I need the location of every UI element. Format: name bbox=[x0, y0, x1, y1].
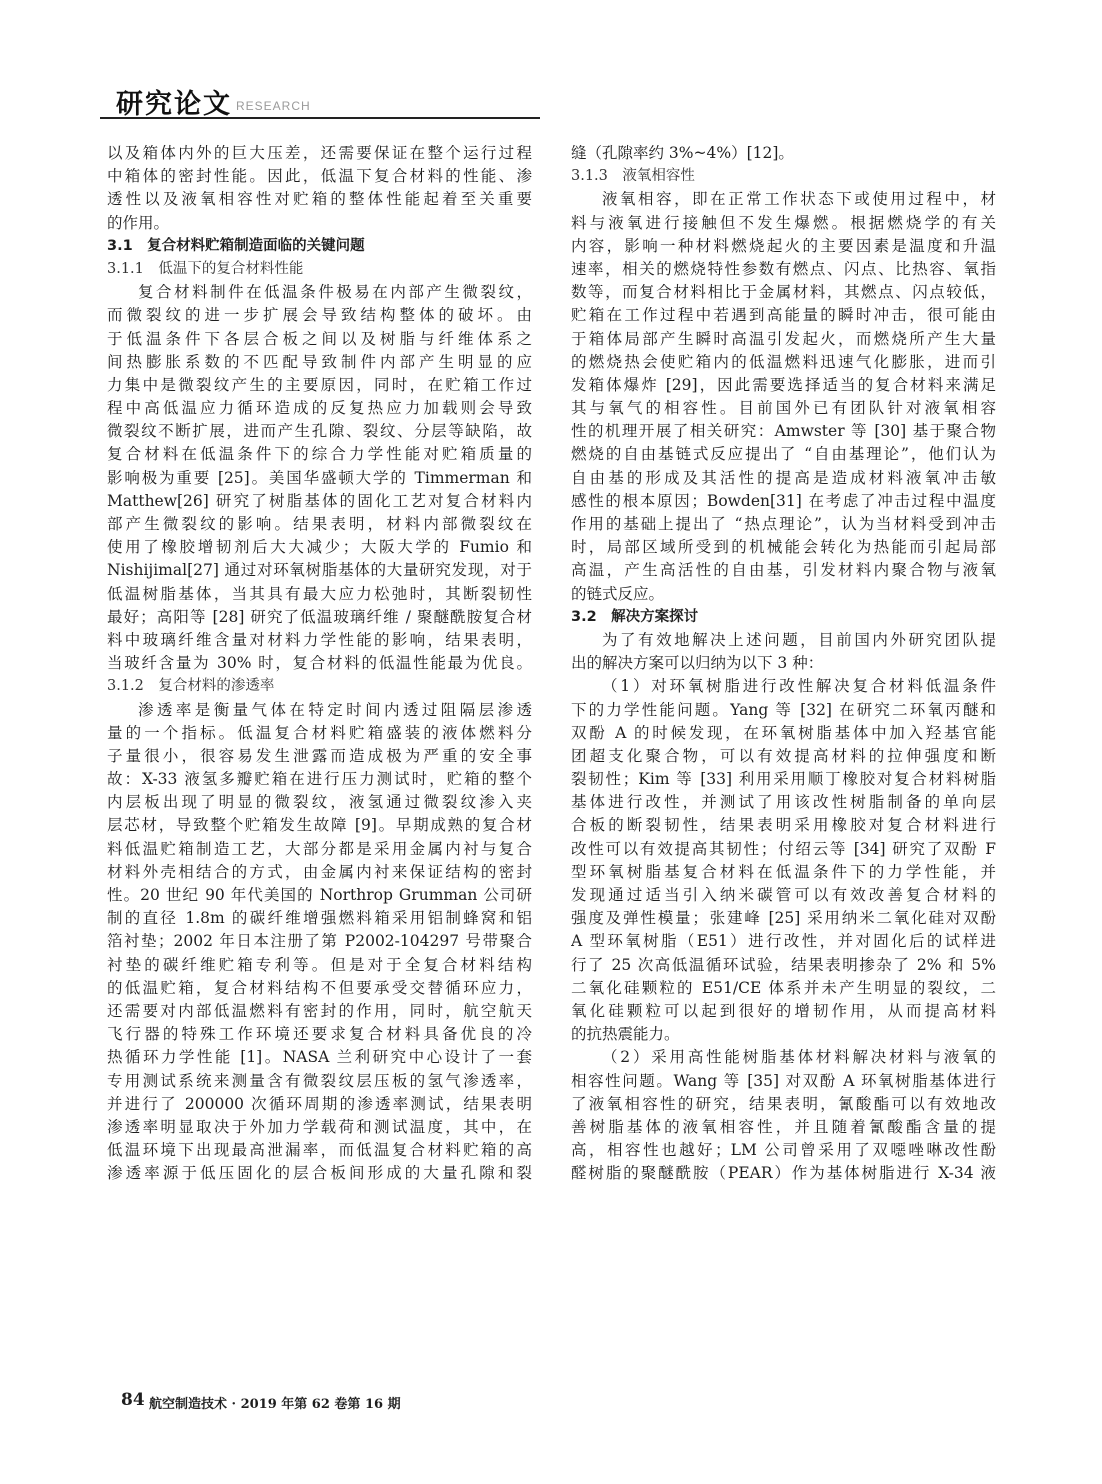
text-line: 程中高低温应力循环造成的反复热应力加载则会导致 bbox=[107, 399, 532, 418]
text-line: 微裂纹不断扩展，进而产生孔隙、裂纹、分层等缺陷，故 bbox=[107, 422, 532, 441]
text-line: 性。20 世纪 90 年代美国的 Northrop Grumman 公司研 bbox=[107, 886, 532, 904]
text-line: 贮箱在工作过程中若遇到高能量的瞬时冲击，很可能由 bbox=[571, 306, 996, 325]
text-line: 的燃烧热会使贮箱内的低温燃料迅速气化膨胀，进而引 bbox=[571, 352, 996, 371]
text-line: 力集中是微裂纹产生的主要原因，同时，在贮箱工作过 bbox=[107, 375, 532, 394]
text-line: 发箱体爆炸 [29]，因此需要选择适当的复合材料来满足 bbox=[571, 375, 996, 394]
text-line: 箔衬垫；2002 年日本注册了第 P2002-104297 号带聚合 bbox=[107, 932, 532, 951]
text-line: Matthew[26] 研究了树脂基体的固化工艺对复合材料内 bbox=[107, 491, 532, 510]
right-column bbox=[571, 142, 996, 1185]
section-heading: 3.2 解决方案探讨 bbox=[571, 608, 699, 625]
text-line: 的低温贮箱，复合材料结构不但要承受交替循环应力， bbox=[107, 978, 532, 997]
text-line: 醛树脂的聚醚酰胺（PEAR）作为基体树脂进行 X-34 液 bbox=[571, 1164, 996, 1183]
text-line: 燃烧的自由基链式反应提出了 “自由基理论”，他们认为 bbox=[571, 445, 996, 464]
text-line: 为了有效地解决上述问题，目前国内外研究团队提 bbox=[602, 630, 996, 649]
text-line: 基体进行改性，并测试了用该改性树脂制备的单向层 bbox=[571, 793, 996, 812]
text-line: 善树脂基体的液氧相容性，并且随着氰酸酯含量的提 bbox=[571, 1117, 996, 1136]
text-line: 低温树脂基体，当其具有最大应力松弛时，其断裂韧性 bbox=[107, 584, 532, 603]
text-line: 时，局部区域所受到的机械能会转化为热能而引起局部 bbox=[571, 538, 996, 557]
text-line: 内容，影响一种材料燃烧起火的主要因素是温度和升温 bbox=[571, 236, 996, 255]
text-line: 当玻纤含量为 30% 时，复合材料的低温性能最为优良。 bbox=[107, 654, 532, 673]
text-line: 制的直径 1.8m 的碳纤维增强燃料箱采用铝制蜂窝和铝 bbox=[107, 909, 532, 928]
text-line: 合板的断裂韧性，结果表明采用橡胶对复合材料进行 bbox=[571, 816, 996, 835]
text-line: 强度及弹性模量；张建峰 [25] 采用纳米二氧化硅对双酚 bbox=[571, 909, 996, 928]
text-line: 热循环力学性能 [1]。NASA 兰利研究中心设计了一套 bbox=[107, 1048, 532, 1067]
text-line: 于箱体局部产生瞬时高温引发起火，而燃烧所产生大量 bbox=[571, 329, 996, 348]
text-line: 还需要对内部低温燃料有密封的作用，同时，航空航天 bbox=[107, 1001, 532, 1020]
text-line: 的链式反应。 bbox=[571, 584, 665, 603]
text-line: 缝（孔隙率约 3%~4%）[12]。 bbox=[571, 144, 794, 162]
subsection-heading: 3.1.3 液氧相容性 bbox=[571, 168, 695, 185]
text-line: 于低温条件下各层合板之间以及树脂与纤维体系之 bbox=[107, 329, 532, 348]
text-line: 以及箱体内外的巨大压差，还需要保证在整个运行过程 bbox=[107, 144, 532, 162]
text-line: 使用了橡胶增韧剂后大大减少；大阪大学的 Fumio 和 bbox=[107, 538, 532, 557]
text-line: 料中玻璃纤维含量对材料力学性能的影响，结果表明， bbox=[107, 630, 532, 649]
text-line: 发现通过适当引入纳米碳管可以有效改善复合材料的 bbox=[571, 886, 996, 904]
section-heading: 3.1 复合材料贮箱制造面临的关键问题 bbox=[107, 237, 365, 254]
text-line: 的抗热震能力。 bbox=[571, 1025, 680, 1044]
left-column bbox=[107, 142, 532, 1185]
text-line: 部产生微裂纹的影响。结果表明，材料内部微裂纹在 bbox=[107, 515, 532, 533]
text-line: 并进行了 200000 次循环周期的渗透率测试，结果表明 bbox=[107, 1094, 532, 1113]
subsection-heading: 3.1.1 低温下的复合材料性能 bbox=[107, 260, 304, 277]
text-line: 液氧相容，即在正常工作状态下或使用过程中，材 bbox=[602, 190, 996, 209]
text-line: 的作用。 bbox=[107, 213, 170, 232]
text-line: 复合材料制件在低温条件极易在内部产生微裂纹， bbox=[138, 283, 532, 302]
text-line: 双酚 A 的时候发现，在环氧树脂基体中加入羟基官能 bbox=[571, 723, 996, 742]
text-line: 相容性问题。Wang 等 [35] 对双酚 A 环氧树脂基体进行 bbox=[571, 1071, 996, 1090]
text-line: 量的一个指标。低温复合材料贮箱盛装的液体燃料分 bbox=[107, 723, 532, 742]
text-line: 作用的基础上提出了 “热点理论”，认为当材料受到冲击 bbox=[571, 515, 996, 533]
header-rule bbox=[100, 117, 540, 119]
text-line: 团超支化聚合物，可以有效提高材料的拉伸强度和断 bbox=[571, 746, 996, 765]
text-line: （1）对环氧树脂进行改性解决复合材料低温条件 bbox=[602, 677, 996, 696]
text-line: Nishijimal[27] 通过对环氧树脂基体的大量研究发现，对于 bbox=[107, 561, 532, 580]
text-line: 透性以及液氧相容性对贮箱的整体性能起着至关重要 bbox=[107, 190, 532, 209]
subsection-heading: 3.1.2 复合材料的渗透率 bbox=[107, 678, 275, 695]
text-line: 复合材料在低温条件下的综合力学性能对贮箱质量的 bbox=[107, 445, 532, 464]
text-line: 渗透率源于低压固化的层合板间形成的大量孔隙和裂 bbox=[107, 1164, 532, 1183]
text-line: 飞行器的特殊工作环境还要求复合材料具备优良的冷 bbox=[107, 1025, 532, 1044]
section-subtitle: RESEARCH bbox=[236, 99, 311, 113]
text-line: 高温，产生高活性的自由基，引发材料内聚合物与液氧 bbox=[571, 561, 996, 580]
text-line: 下的力学性能问题。Yang 等 [32] 在研究二环氧丙醚和 bbox=[571, 700, 996, 719]
text-line: 中箱体的密封性能。因此，低温下复合材料的性能、渗 bbox=[107, 167, 532, 186]
text-line: 二氧化硅颗粒的 E51/CE 体系并未产生明显的裂纹，二 bbox=[571, 978, 996, 997]
text-line: 衬垫的碳纤维贮箱专利等。但是对于全复合材料结构 bbox=[107, 955, 532, 974]
text-line: 最好；高阳等 [28] 研究了低温玻璃纤维 / 聚醚酰胺复合材 bbox=[107, 607, 532, 626]
text-line: 故：X-33 液氢多瓣贮箱在进行压力测试时，贮箱的整个 bbox=[107, 770, 532, 789]
section-title: 研究论文 bbox=[116, 89, 232, 120]
text-line: 其与氧气的相容性。目前国外已有团队针对液氧相容 bbox=[571, 399, 996, 418]
text-line: 了液氧相容性的研究，结果表明，氰酸酯可以有效地改 bbox=[571, 1094, 996, 1113]
text-line: 料与液氧进行接触但不发生爆燃。根据燃烧学的有关 bbox=[571, 213, 996, 232]
text-line: 型环氧树脂基复合材料在低温条件下的力学性能，并 bbox=[571, 862, 996, 881]
page-header bbox=[100, 82, 560, 122]
text-line: 渗透率明显取决于外加力学载荷和测试温度，其中，在 bbox=[107, 1117, 532, 1136]
text-line: 材料外壳相结合的方式，由金属内衬来保证结构的密封 bbox=[107, 862, 532, 881]
text-line: 内层板出现了明显的微裂纹，液氢通过微裂纹渗入夹 bbox=[107, 793, 532, 812]
text-line: 出的解决方案可以归纳为以下 3 种： bbox=[571, 654, 824, 673]
text-line: 渗透率是衡量气体在特定时间内透过阻隔层渗透 bbox=[138, 700, 532, 719]
text-line: 行了 25 次高低温循环试验，结果表明掺杂了 2% 和 5% bbox=[571, 955, 996, 974]
text-line: 高，相容性也越好；LM 公司曾采用了双噁唑啉改性酚 bbox=[571, 1141, 996, 1160]
text-line: 层芯材，导致整个贮箱发生故障 [9]。早期成熟的复合材 bbox=[107, 816, 532, 835]
text-line: 氧化硅颗粒可以起到很好的增韧作用，从而提高材料 bbox=[571, 1001, 996, 1020]
text-line: 影响极为重要 [25]。美国华盛顿大学的 Timmerman 和 bbox=[107, 468, 532, 487]
text-line: 间热膨胀系数的不匹配导致制件内部产生明显的应 bbox=[107, 352, 532, 371]
text-line: A 型环氧树脂（E51）进行改性，并对固化后的试样进 bbox=[571, 932, 996, 951]
text-line: 速率，相关的燃烧特性参数有燃点、闪点、比热容、氧指 bbox=[571, 259, 996, 278]
text-line: 子量很小，很容易发生泄露而造成极为严重的安全事 bbox=[107, 746, 532, 765]
text-line: 性的机理开展了相关研究：Amwster 等 [30] 基于聚合物 bbox=[571, 422, 996, 441]
text-line: 感性的根本原因；Bowden[31] 在考虑了冲击过程中温度 bbox=[571, 491, 996, 510]
text-line: 自由基的形成及其活性的提高是造成材料液氧冲击敏 bbox=[571, 468, 996, 487]
journal-info: 航空制造技术 · 2019 年第 62 卷第 16 期 bbox=[149, 1397, 401, 1412]
text-line: 数等，而复合材料相比于金属材料，其燃点、闪点较低， bbox=[571, 283, 996, 302]
text-line: 低温环境下出现最高泄漏率，而低温复合材料贮箱的高 bbox=[107, 1141, 532, 1160]
text-line: 改性可以有效提高其韧性；付绍云等 [34] 研究了双酚 F bbox=[571, 839, 996, 858]
text-line: 专用测试系统来测量含有微裂纹层压板的氢气渗透率， bbox=[107, 1071, 532, 1090]
text-line: 裂韧性；Kim 等 [33] 利用采用顺丁橡胶对复合材料树脂 bbox=[571, 770, 996, 789]
text-line: （2）采用高性能树脂基体材料解决材料与液氧的 bbox=[602, 1048, 996, 1067]
text-line: 料低温贮箱制造工艺，大部分都是采用金属内衬与复合 bbox=[107, 839, 532, 858]
text-line: 而微裂纹的进一步扩展会导致结构整体的破坏。由 bbox=[107, 306, 532, 325]
page-number: 84 bbox=[121, 1390, 145, 1410]
